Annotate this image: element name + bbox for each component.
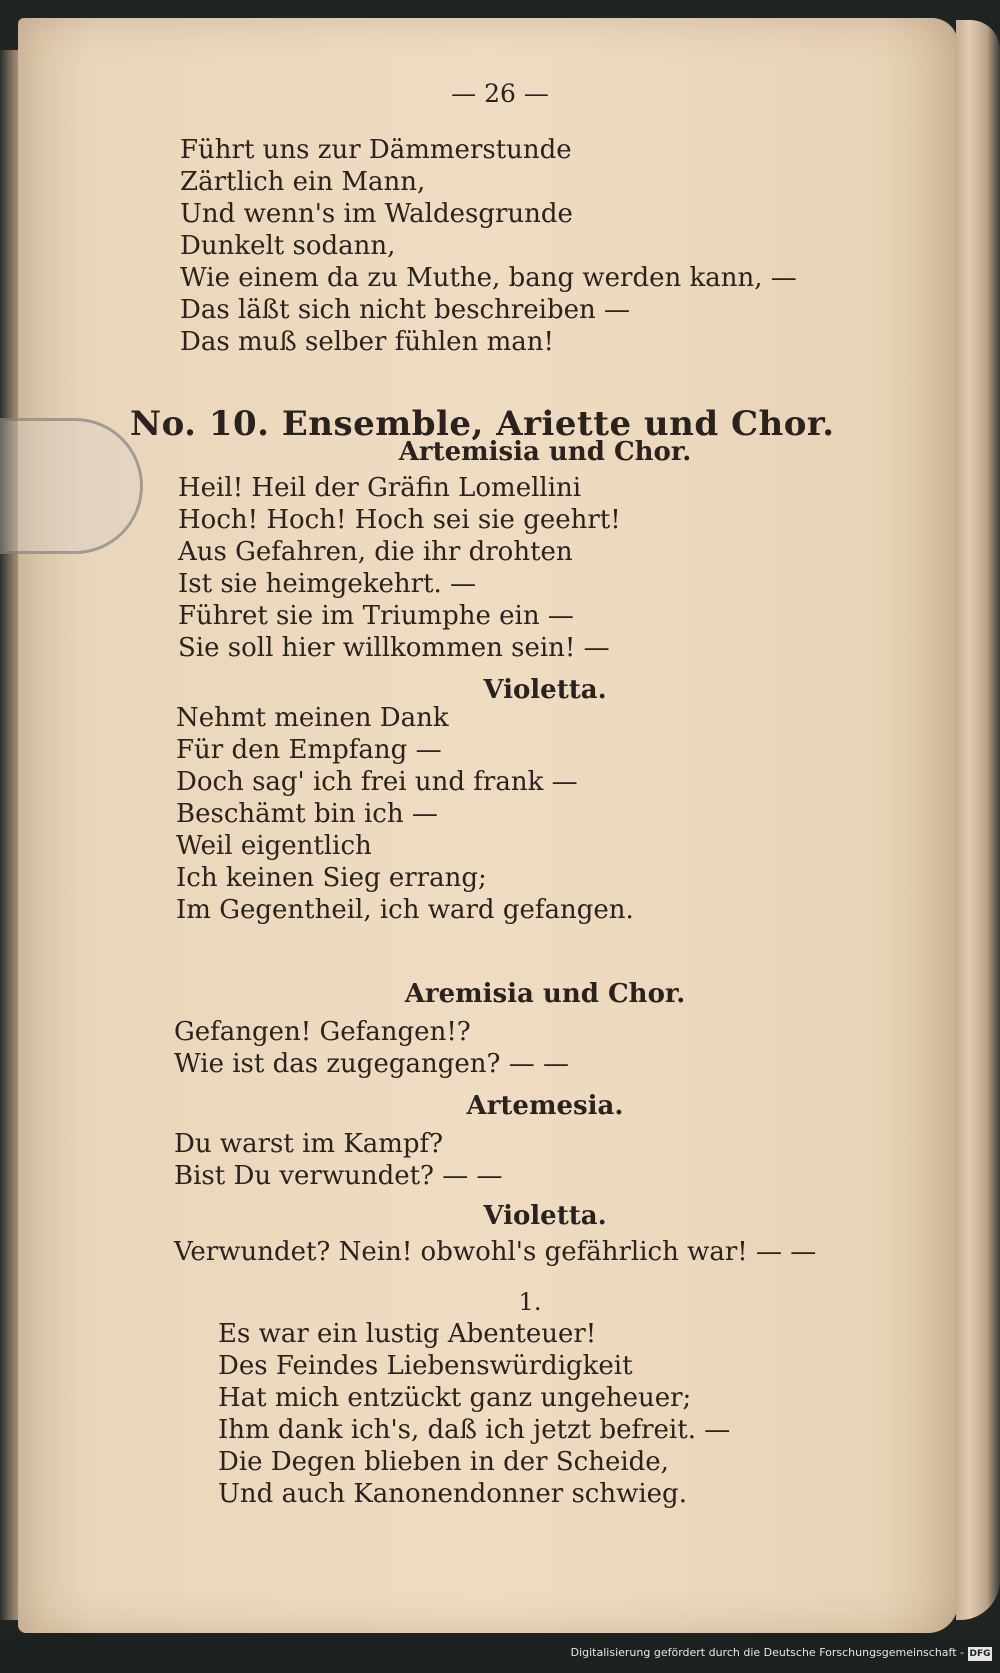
footer-credit: Digitalisierung gefördert durch die Deutsche Forschungsgemeinschaft - xyxy=(570,1646,964,1659)
verse-block xyxy=(178,472,621,664)
verse-line: Gefangen! Gefangen!? xyxy=(174,1017,471,1047)
role-name: Artemesia. xyxy=(466,1091,624,1121)
stanza-line: Wie einem da zu Muthe, bang werden kann, — xyxy=(180,263,797,293)
verse-line: Die Degen blieben in der Scheide, xyxy=(218,1447,669,1477)
role-name: Artemisia und Chor. xyxy=(398,437,692,467)
stanza-line: Und wenn's im Waldesgrunde xyxy=(180,199,573,229)
verse-line: Für den Empfang — xyxy=(176,735,442,765)
verse-line: Des Feindes Liebenswürdigkeit xyxy=(218,1351,633,1381)
verse-block xyxy=(176,702,634,926)
verse-line: Hat mich entzückt ganz ungeheuer; xyxy=(218,1383,692,1413)
stanza-top xyxy=(180,134,797,358)
verse-block xyxy=(174,1236,816,1268)
verse-line: Bist Du verwundet? — — xyxy=(174,1161,503,1191)
footer-bar xyxy=(0,1633,1000,1673)
verse-line: Doch sag' ich frei und frank — xyxy=(176,767,578,797)
stanza-line: Zärtlich ein Mann, xyxy=(180,167,426,197)
verse-line: Wie ist das zugegangen? — — xyxy=(174,1049,569,1079)
verse-line: Nehmt meinen Dank xyxy=(176,703,449,733)
page-number: — 26 — xyxy=(451,79,549,108)
verse-block xyxy=(174,1016,569,1080)
verse-line: Beschämt bin ich — xyxy=(176,799,438,829)
verse-line: Und auch Kanonendonner schwieg. xyxy=(218,1479,687,1509)
verse-line: Ich keinen Sieg errang; xyxy=(176,863,487,893)
stanza-line: Das muß selber fühlen man! xyxy=(180,327,554,357)
section-heading: No. 10. Ensemble, Ariette und Chor. xyxy=(130,404,835,444)
stanza-line: Führt uns zur Dämmerstunde xyxy=(180,135,572,165)
verse-line: Im Gegentheil, ich ward gefangen. xyxy=(176,895,634,925)
verse-line: Verwundet? Nein! obwohl's gefährlich war! — — xyxy=(174,1237,817,1267)
verse-line: Führet sie im Triumphe ein — xyxy=(178,601,574,631)
verse-line: Hoch! Hoch! Hoch sei sie geehrt! xyxy=(178,505,621,535)
dfg-logo: DFG xyxy=(969,1649,991,1659)
verse-line: Du warst im Kampf? xyxy=(174,1129,444,1159)
role-name: Violetta. xyxy=(483,1201,607,1231)
verse-line: Es war ein lustig Abenteuer! xyxy=(218,1319,597,1349)
role-name: Aremisia und Chor. xyxy=(404,979,686,1009)
verse-block xyxy=(218,1318,730,1510)
verse-line: Ist sie heimgekehrt. — xyxy=(178,569,477,599)
stanza-line: Dunkelt sodann, xyxy=(180,231,396,261)
verse-block xyxy=(174,1128,503,1192)
verse-line: Ihm dank ich's, daß ich jetzt befreit. — xyxy=(218,1415,731,1445)
stanza-line: Das läßt sich nicht beschreiben — xyxy=(180,295,631,325)
verse-line: Weil eigentlich xyxy=(176,831,372,861)
verse-line: Sie soll hier willkommen sein! — xyxy=(178,633,610,663)
verse-line: Aus Gefahren, die ihr drohten xyxy=(178,537,573,567)
verse-number: 1. xyxy=(518,1288,542,1316)
page-stack-edge xyxy=(956,20,1000,1620)
role-name: Violetta. xyxy=(483,675,607,705)
verse-line: Heil! Heil der Gräfin Lomellini xyxy=(178,473,582,503)
